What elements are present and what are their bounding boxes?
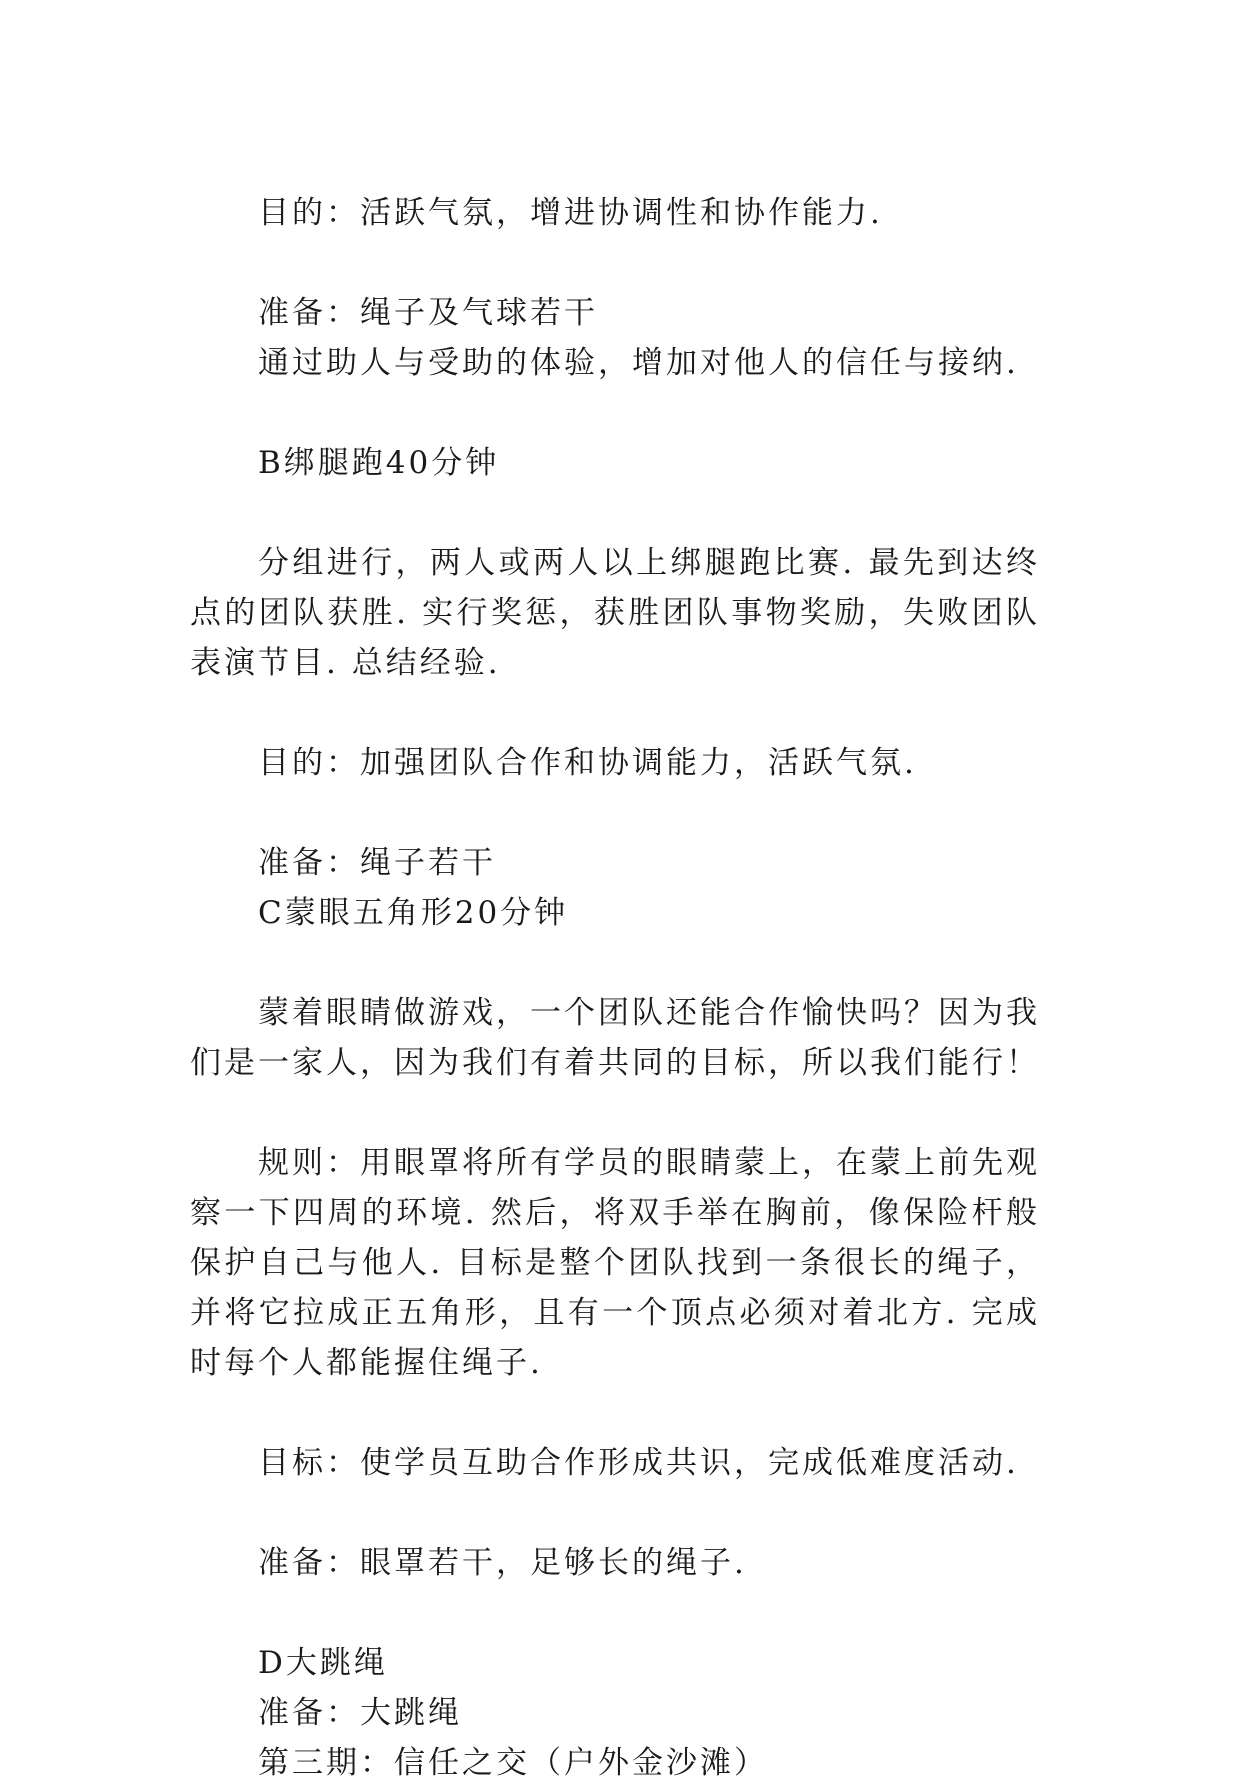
document-body xyxy=(190,188,1040,1788)
preparation-line-1: 准备：绳子及气球若干 xyxy=(258,295,598,331)
goal-line: 目标：使学员互助合作形成共识，完成低难度活动. xyxy=(258,1445,1019,1481)
purpose-line-1: 目的：活跃气氛，增进协调性和协作能力. xyxy=(258,195,883,231)
preparation-line-4: 准备：大跳绳 xyxy=(258,1695,462,1731)
paragraph-rules: 规则：用眼罩将所有学员的眼睛蒙上，在蒙上前先观察一下四周的环境. 然后，将双手举在胸前，像保险杆般保护自己与他人. 目标是整个团队找到一条很长的绳子，并将它拉成正五角形，且有一个顶点必须对着北方. 完成时每个人都能握住绳子. xyxy=(190,1145,1040,1381)
section-heading-c: C蒙眼五角形20分钟 xyxy=(258,895,569,931)
intro-line-trust: 通过助人与受助的体验，增加对他人的信任与接纳. xyxy=(258,345,1019,381)
preparation-line-2: 准备：绳子若干 xyxy=(258,845,496,881)
purpose-line-2: 目的：加强团队合作和协调能力，活跃气氛. xyxy=(258,745,917,781)
section-heading-d: D大跳绳 xyxy=(258,1645,388,1681)
preparation-line-3: 准备：眼罩若干，足够长的绳子. xyxy=(258,1545,747,1581)
section-heading-b: B绑腿跑40分钟 xyxy=(258,445,500,481)
paragraph-three-legged-race: 分组进行，两人或两人以上绑腿跑比赛. 最先到达终点的团队获胜. 实行奖惩，获胜团队事物奖励，失败团队表演节目. 总结经验. xyxy=(190,545,1040,681)
phase-three-heading: 第三期：信任之交（户外金沙滩） xyxy=(258,1745,768,1781)
paragraph-blindfold-intro: 蒙着眼睛做游戏，一个团队还能合作愉快吗？因为我们是一家人，因为我们有着共同的目标，所以我们能行！ xyxy=(190,995,1040,1081)
